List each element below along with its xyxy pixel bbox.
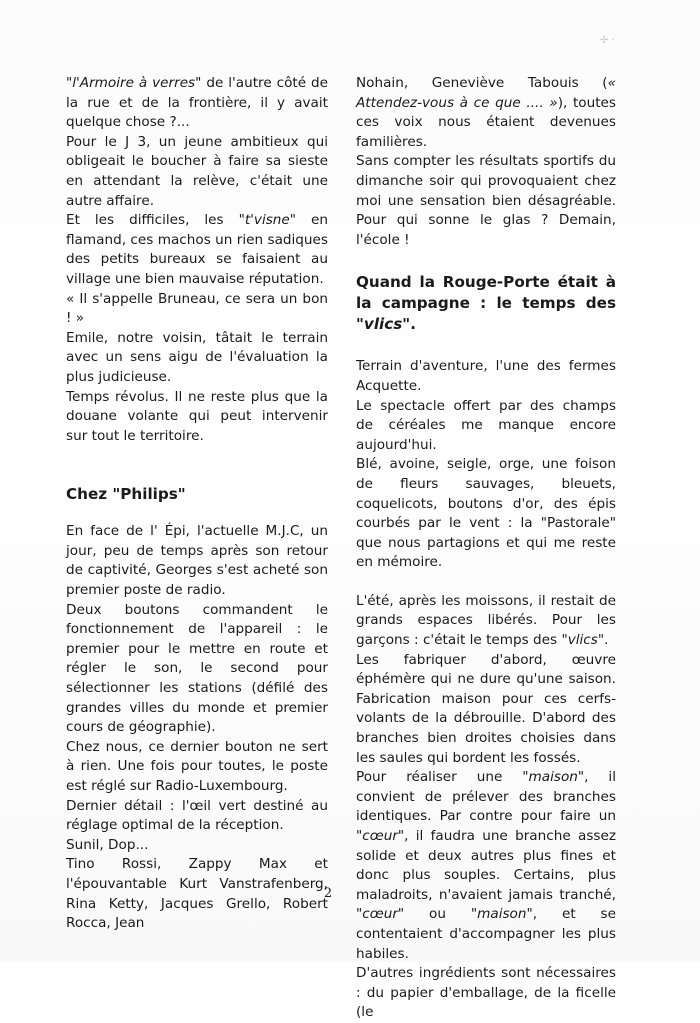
section-heading-philips: Chez "Philips" (66, 485, 186, 504)
paragraph: Chez nous, ce dernier bouton ne sert à rien. Une fois pour toutes, le poste est réglé sur Radio-Luxembourg. (66, 738, 328, 794)
italic-quote: « Attendez-vous à ce que .... » (356, 75, 616, 111)
paragraph-text: L'été, après les moissons, il restait de grands espaces libérés. Pour les garçons : c'était le temps des (356, 592, 616, 649)
section-heading-rouge-porte (356, 272, 616, 335)
paragraph: Dernier détail : l'œil vert destiné au réglage optimal de la réception. (66, 797, 328, 834)
paragraph: Sans compter les résultats sportifs du dimanche soir qui provoquaient chez moi une sensation bien désagréable. Pour qui sonne le glas ? Demain, l'école ! (356, 153, 616, 248)
paragraph: Deux boutons commandent le fonctionnement de l'appareil : le premier pour le mettre en route et régler le son, le second pour sélectionner les stations (défilé des grandes villes du monde et premier cours de géographie). (66, 601, 328, 736)
page-number: 2 (323, 886, 333, 901)
heading-text: Quand la Rouge-Porte était à la campagne : le temps des (356, 273, 616, 313)
paragraph: Terrain d'aventure, l'une des fermes Acquette. (356, 358, 616, 394)
italic-quote: "cœur" (356, 828, 405, 844)
paragraph (356, 74, 616, 152)
paragraph-text: en flamand, ces machos un rien sadiques des petits bureaux se faisaient au village une bien mauvaise réputation. (66, 212, 328, 287)
paragraph (66, 211, 328, 289)
paragraph: Les fabriquer d'abord, œuvre éphémère qui ne dure qu'une saison. Fabrication maison pour ces cerfs-volants de la débrouille. D'abord des branches bien droites choisies dans les saules qui bordent les fossés. (356, 651, 616, 766)
paragraph: Temps révolus. Il ne reste plus que la douane volante qui peut intervenir sur tout le territoire. (66, 388, 328, 444)
paragraph: Tino Rossi, Zappy Max et l'épouvantable Kurt Vanstrafenberg, Rina Ketty, Jacques Grello, Robert Rocca, Jean (66, 856, 328, 932)
italic-quote: "vlics" (356, 315, 411, 334)
italic-quote: "cœur" (356, 906, 405, 923)
left-column (66, 74, 328, 934)
italic-quote: "vlics" (561, 632, 605, 649)
paragraph (356, 768, 616, 964)
right-column (356, 74, 616, 1023)
paragraph-text: . (604, 632, 609, 649)
italic-quote: "maison" (522, 769, 585, 786)
paragraph-text: Nohain, Geneviève Tabouis ( (356, 75, 608, 91)
paragraph-text: de l'autre côté de la rue et de la frontière, il y avait quelque chose ?... (66, 75, 328, 131)
paragraph: « Il s'appelle Bruneau, ce sera un bon ! » (66, 290, 328, 327)
paragraph (356, 592, 616, 651)
paragraph-text: ), toutes ces voix nous étaient devenues familières. (356, 94, 616, 150)
scan-mark: ✢ · (600, 35, 615, 46)
paragraph: Blé, avoine, seigle, orge, une foison de fleurs sauvages, bleuets, coquelicots, boutons d'or, des épis courbés par le vent : la "Pastorale" que nous partagions et qui me reste en mémoire. (356, 456, 616, 571)
paragraph-text: , il convient de prélever des branches identiques. Par contre pour faire un (356, 769, 616, 825)
paragraph: Pour le J 3, un jeune ambitieux qui obligeait le boucher à faire sa sieste en attendant la relève, c'était une autre affaire. (66, 133, 328, 209)
italic-quote: "t'visne" (238, 212, 297, 229)
paragraph-text: ou (404, 906, 471, 923)
heading-text: . (410, 315, 416, 334)
paragraph: Le spectacle offert par des champs de céréales me manque encore aujourd'hui. (356, 397, 616, 453)
paragraph: D'autres ingrédients sont nécessaires : du papier d'emballage, de la ficelle (le (356, 965, 616, 1021)
paragraph: En face de l' Épi, l'actuelle M.J.C, un jour, peu de temps après son retour de captivité, Georges s'est acheté son premier poste de radio. (66, 523, 328, 599)
italic-quote: "maison" (470, 906, 533, 923)
italic-quote: "l'Armoire à verres" (66, 75, 202, 91)
paragraph: Emile, notre voisin, tâtait le terrain avec un sens aigu de l'évaluation la plus judicieuse. (66, 329, 328, 385)
paragraph-text: Pour réaliser une (356, 769, 523, 786)
paragraph (66, 74, 328, 133)
paragraph: Sunil, Dop... (66, 836, 149, 853)
paragraph-text: Et les difficiles, les (66, 212, 239, 229)
paragraph-text: , il faudra une branche assez solide et deux autres plus fines et donc plus souples. Certains, plus maladroits, n'avaient jamais tranché, (356, 828, 616, 903)
paragraph-text: , et se contentaient d'accompagner les plus habiles. (356, 906, 616, 962)
